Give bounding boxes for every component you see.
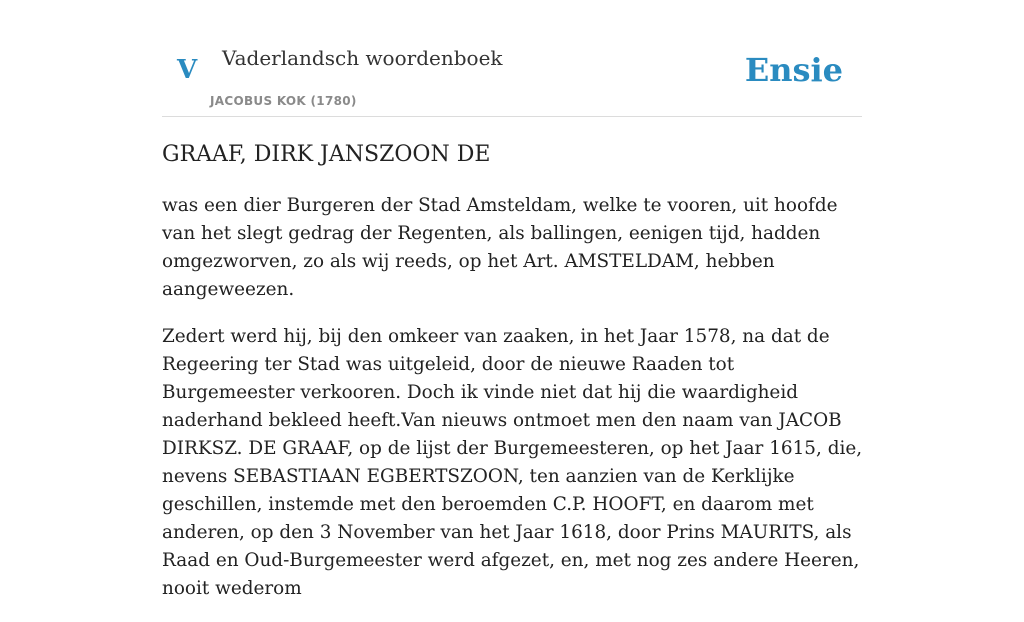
entry-title: GRAAF, DIRK JANSZOON DE — [162, 142, 491, 167]
book-logo-icon[interactable]: V — [177, 55, 198, 85]
entry-paragraph: Zedert werd hij, bij den omkeer van zaaken, in het Jaar 1578, na dat de Regeering ter Stad was uitgeleid, door de nieuwe Raaden tot Burgemeester verkooren. Doch ik vinde niet dat hij die waardigheid naderhand bekleed heeft.Van nieuws ontmoet men den naam van JACOB DIRKSZ. DE GRAAF, op de lijst der Burgemeesteren, op het Jaar 1615, die, nevens SEBASTIAAN EGBERTSZOON, ten aanzien van de Kerklijke geschillen, instemde met den beroemden C.P. HOOFT, en daarom met anderen, op den 3 November van het Jaar 1618, door Prins MAURITS, als Raad en Oud-Burgemeester werd afgezet, en, met nog zes andere Heeren, nooit wederom — [162, 326, 863, 599]
entry-paragraph: was een dier Burgeren der Stad Amsteldam, welke te vooren, uit hoofde van het slegt gedrag der Regenten, als ballingen, eenigen tijd, hadden omgezworven, zo als wij reeds, op het Art. AMSTELDAM, hebben aangeweezen. — [162, 195, 838, 300]
entry-body — [162, 192, 868, 622]
brand-logo[interactable]: Ensie — [744, 51, 843, 89]
book-author: JACOBUS KOK (1780) — [210, 94, 357, 108]
book-title-link[interactable]: Vaderlandsch woordenboek — [222, 46, 503, 70]
page-header — [162, 0, 862, 117]
